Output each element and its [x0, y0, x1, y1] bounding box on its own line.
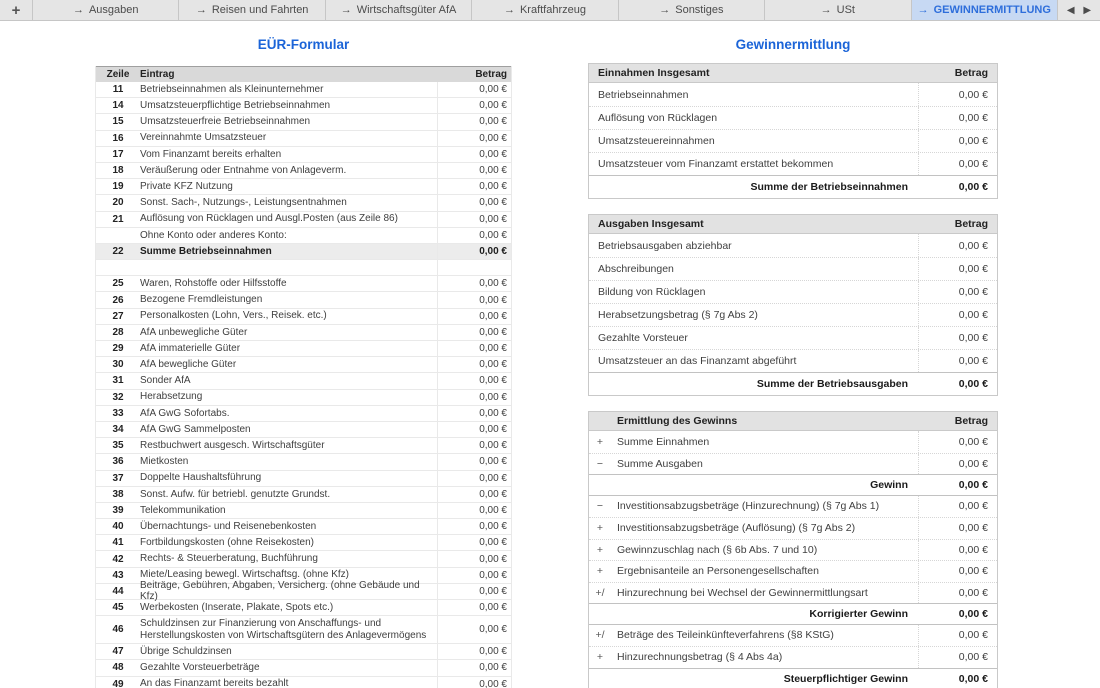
gewinnermittlung-tables	[588, 63, 998, 688]
label-cell[interactable]: Steuerpflichtiger Gewinn	[783, 672, 908, 685]
zeile-cell[interactable]: 48	[112, 662, 124, 674]
betrag-cell[interactable]: 0,00 €	[437, 147, 511, 162]
eintrag-cell[interactable]: Sonst. Aufw. für betriebl. genutzte Grundst.	[140, 488, 331, 500]
sign-cell[interactable]	[589, 669, 611, 688]
value-cell[interactable]: 0,00 €	[918, 130, 997, 152]
betrag-cell[interactable]: 0,00 €	[437, 373, 511, 388]
sign-cell[interactable]: +	[596, 543, 604, 556]
eur-formular-table	[95, 66, 512, 688]
table-row	[96, 147, 511, 163]
zeile-cell[interactable]: 34	[112, 424, 124, 436]
header-betrag-cell[interactable]: Betrag	[954, 415, 988, 427]
betrag-cell[interactable]: 0,00 €	[437, 503, 511, 518]
table-row	[96, 535, 511, 551]
table-row	[96, 503, 511, 519]
value-cell[interactable]: 0,00 €	[918, 496, 997, 518]
table-row	[96, 487, 511, 503]
table-row	[96, 98, 511, 114]
value-cell[interactable]: 0,00 €	[918, 304, 997, 326]
header-title-cell[interactable]: Einnahmen Insgesamt	[598, 67, 710, 79]
eintrag-cell[interactable]: Private KFZ Nutzung	[140, 180, 233, 192]
betrag-cell[interactable]: 0,00 €	[437, 584, 511, 599]
tab-label: Wirtschaftsgüter AfA	[356, 4, 457, 16]
table-row	[96, 179, 511, 195]
table-row	[96, 212, 511, 228]
value-cell[interactable]: 0,00 €	[958, 478, 988, 491]
sheet-tabs	[33, 0, 1058, 20]
add-sheet-button[interactable]	[0, 0, 33, 20]
betrag-cell[interactable]: 0,00 €	[437, 179, 511, 194]
table-row	[96, 114, 511, 130]
eintrag-cell[interactable]: Ohne Konto oder anderes Konto:	[140, 229, 287, 241]
betrag-cell[interactable]: 0,00 €	[437, 568, 511, 583]
eintrag-cell[interactable]: AfA bewegliche Güter	[140, 359, 237, 371]
eur-formular-panel	[95, 36, 512, 688]
value-cell[interactable]: 0,00 €	[958, 181, 988, 193]
table-row	[96, 82, 511, 98]
betrag-cell[interactable]: 0,00 €	[437, 438, 511, 453]
tab-arrow-icon: →	[917, 4, 929, 16]
table-row	[589, 83, 997, 106]
eintrag-cell[interactable]: Vom Finanzamt bereits erhalten	[140, 148, 282, 160]
eintrag-cell[interactable]: Veräußerung oder Entnahme von Anlageverm.	[140, 164, 347, 176]
betrag-cell[interactable]: 0,00 €	[437, 471, 511, 486]
zeile-cell[interactable]: 42	[112, 553, 124, 565]
header-title-cell[interactable]: Ermittlung des Gewinns	[617, 415, 738, 427]
label-cell[interactable]: Umsatzsteuer vom Finanzamt erstattet bekommen	[598, 158, 834, 170]
tab-arrow-icon: →	[340, 4, 352, 16]
eintrag-cell[interactable]: Fortbildungskosten (ohne Reisekosten)	[140, 537, 314, 549]
zeile-cell[interactable]: 32	[112, 391, 124, 403]
value-cell[interactable]: 0,00 €	[918, 647, 997, 668]
label-cell[interactable]: Betriebsausgaben abziehbar	[598, 239, 732, 252]
zeile-cell[interactable]: 47	[112, 646, 124, 658]
betrag-cell[interactable]: 0,00 €	[437, 114, 511, 129]
label-cell[interactable]: Summe Einnahmen	[617, 435, 710, 448]
table-row	[96, 276, 511, 292]
table-row	[589, 280, 997, 303]
table-row	[589, 257, 997, 280]
value-cell[interactable]: 0,00 €	[918, 258, 997, 280]
table-ausgaben-insgesamt	[588, 214, 998, 396]
table-row	[96, 373, 511, 389]
table-row	[589, 175, 997, 198]
tab-label: Ausgaben	[88, 4, 139, 16]
sign-cell[interactable]: +/	[595, 629, 605, 642]
column-header-eintrag[interactable]: Eintrag	[140, 69, 175, 80]
zeile-cell[interactable]: 21	[112, 213, 124, 225]
zeile-cell[interactable]: 46	[112, 624, 124, 636]
eintrag-cell[interactable]: Telekommunikation	[140, 504, 226, 516]
table-row	[96, 471, 511, 487]
plus-icon: +	[11, 1, 21, 19]
sign-cell[interactable]: +	[596, 435, 604, 448]
eintrag-cell[interactable]: Vereinnahmte Umsatzsteuer	[140, 132, 267, 144]
table-row	[589, 582, 997, 604]
zeile-cell[interactable]: 19	[112, 181, 124, 193]
table-row	[589, 431, 997, 453]
tab-arrow-icon: →	[72, 4, 84, 16]
value-cell[interactable]: 0,00 €	[918, 583, 997, 604]
label-cell[interactable]: Hinzurechnung bei Wechsel der Gewinnermittlungsart	[617, 586, 868, 599]
eintrag-cell[interactable]: Sonst. Sach-, Nutzungs-, Leistungsentnahmen	[140, 197, 347, 209]
table-ermittlung-des-gewinns	[588, 411, 998, 688]
eintrag-cell[interactable]: Bezogene Fremdleistungen	[140, 294, 263, 306]
sign-cell[interactable]: −	[596, 457, 604, 470]
zeile-cell[interactable]: 35	[112, 440, 124, 452]
tab-label: Kraftfahrzeug	[519, 4, 586, 16]
eur-table-header	[96, 66, 511, 82]
value-cell[interactable]: 0,00 €	[918, 153, 997, 175]
zeile-cell[interactable]	[96, 260, 140, 275]
value-cell[interactable]: 0,00 €	[918, 281, 997, 303]
table-row	[589, 372, 997, 395]
table-row	[96, 616, 511, 644]
table-row	[96, 244, 511, 260]
eur-formular-title: EÜR-Formular	[257, 37, 350, 52]
column-header-zeile[interactable]: Zeile	[106, 69, 130, 80]
eintrag-cell[interactable]: AfA GwG Sofortabs.	[140, 407, 230, 419]
gewinnermittlung-title: Gewinnermittlung	[735, 37, 851, 52]
eintrag-cell[interactable]: AfA immaterielle Güter	[140, 342, 241, 354]
table-row	[589, 539, 997, 561]
tab-bar	[0, 0, 1100, 21]
header-title-cell[interactable]: Ausgaben Insgesamt	[598, 218, 704, 230]
table-row	[589, 474, 997, 496]
label-cell[interactable]: Summe der Betriebseinnahmen	[750, 181, 908, 193]
zeile-cell[interactable]: 29	[112, 343, 124, 355]
eintrag-cell[interactable]: Umsatzsteuerpflichtige Betriebseinnahmen	[140, 100, 331, 112]
table-row	[96, 341, 511, 357]
sign-cell[interactable]: +	[596, 522, 604, 535]
tab-wirtschaftsg-ter-afa[interactable]	[326, 0, 472, 20]
zeile-cell[interactable]: 37	[112, 472, 124, 484]
eintrag-cell[interactable]: Miete/Leasing bewegl. Wirtschaftsg. (ohne Kfz)	[140, 569, 349, 581]
zeile-cell[interactable]: 15	[112, 116, 124, 128]
betrag-cell[interactable]: 0,00 €	[437, 422, 511, 437]
betrag-cell[interactable]: 0,00 €	[437, 487, 511, 502]
column-header-betrag[interactable]: Betrag	[475, 69, 507, 80]
table-row	[96, 390, 511, 406]
eintrag-cell[interactable]: Werbekosten (Inserate, Plakate, Spots etc.)	[140, 601, 334, 613]
betrag-cell[interactable]: 0,00 €	[437, 406, 511, 421]
eintrag-cell[interactable]: Beiträge, Gebühren, Abgaben, Versicherg. (ohne Gebäude und Kfz)	[140, 579, 420, 603]
eintrag-cell[interactable]: AfA unbewegliche Güter	[140, 326, 248, 338]
header-betrag-cell[interactable]: Betrag	[954, 218, 988, 230]
zeile-cell[interactable]: 18	[112, 165, 124, 177]
eintrag-cell[interactable]: Summe Betriebseinnahmen	[140, 245, 272, 257]
label-cell[interactable]: Betriebseinnahmen	[598, 88, 689, 101]
table-row	[589, 560, 997, 582]
betrag-cell[interactable]: 0,00 €	[437, 519, 511, 534]
table-row	[96, 406, 511, 422]
table-row	[589, 603, 997, 625]
table-row	[96, 195, 511, 211]
tab-ust[interactable]	[765, 0, 911, 20]
betrag-cell[interactable]: 0,00 €	[437, 616, 511, 643]
zeile-cell[interactable]: 14	[112, 100, 124, 112]
label-cell[interactable]: Gezahlte Vorsteuer	[598, 332, 688, 344]
table-row	[96, 438, 511, 454]
sign-cell[interactable]	[589, 604, 611, 624]
betrag-cell[interactable]: 0,00 €	[437, 98, 511, 113]
label-cell[interactable]: Summe Ausgaben	[617, 457, 703, 470]
zeile-cell[interactable]: 31	[112, 375, 124, 387]
betrag-cell[interactable]: 0,00 €	[437, 292, 511, 307]
table-row	[96, 422, 511, 438]
zeile-cell[interactable]: 26	[112, 294, 124, 306]
betrag-cell[interactable]: 0,00 €	[437, 195, 511, 210]
value-cell[interactable]: 0,00 €	[918, 454, 997, 475]
value-cell[interactable]: 0,00 €	[958, 378, 988, 390]
label-cell[interactable]: Umsatzsteuereinnahmen	[598, 135, 715, 147]
betrag-cell[interactable]: 0,00 €	[437, 131, 511, 146]
label-cell[interactable]: Beträge des Teileinkünfteverfahrens (§8 KStG)	[617, 629, 834, 642]
betrag-cell[interactable]: 0,00 €	[437, 228, 511, 243]
betrag-cell[interactable]: 0,00 €	[437, 677, 511, 688]
betrag-cell[interactable]: 0,00 €	[437, 600, 511, 615]
eintrag-cell[interactable]: Übrige Schuldzinsen	[140, 646, 232, 658]
eintrag-cell[interactable]: Betriebseinnahmen als Kleinunternehmer	[140, 83, 324, 95]
zeile-cell[interactable]: 25	[112, 278, 124, 290]
table-row	[96, 309, 511, 325]
table-row	[589, 496, 997, 518]
label-cell[interactable]: Gewinnzuschlag nach (§ 6b Abs. 7 und 10)	[617, 543, 818, 556]
betrag-cell[interactable]: 0,00 €	[437, 551, 511, 566]
table-row	[96, 644, 511, 660]
eintrag-cell[interactable]: Waren, Rohstoffe oder Hilfsstoffe	[140, 278, 287, 290]
table-row	[589, 106, 997, 129]
tab-kraftfahrzeug[interactable]	[472, 0, 618, 20]
betrag-cell[interactable]: 0,00 €	[437, 390, 511, 405]
value-cell[interactable]: 0,00 €	[918, 561, 997, 582]
eintrag-cell[interactable]: Doppelte Haushaltsführung	[140, 472, 262, 484]
label-cell[interactable]: Korrigierter Gewinn	[809, 607, 908, 620]
tab-arrow-icon: →	[820, 4, 832, 16]
eintrag-cell[interactable]: Herabsetzung	[140, 391, 203, 403]
tab-label: Reisen und Fahrten	[211, 4, 309, 16]
eintrag-cell[interactable]: Rechts- & Steuerberatung, Buchführung	[140, 553, 318, 565]
zeile-cell[interactable]: 38	[112, 488, 124, 500]
zeile-cell[interactable]: 16	[112, 132, 124, 144]
betrag-cell[interactable]: 0,00 €	[437, 660, 511, 675]
tab-reisen-und-fahrten[interactable]	[179, 0, 325, 20]
table-row	[96, 228, 511, 244]
eintrag-cell[interactable]: An das Finanzamt bereits bezahlt	[140, 678, 289, 688]
value-cell[interactable]: 0,00 €	[918, 350, 997, 372]
table-row	[96, 677, 511, 688]
sign-cell[interactable]: +/	[595, 586, 605, 599]
zeile-cell[interactable]: 27	[112, 310, 124, 322]
zeile-cell[interactable]: 22	[112, 245, 124, 257]
table-row	[589, 625, 997, 647]
zeile-cell[interactable]: 33	[112, 407, 124, 419]
table-row	[589, 517, 997, 539]
eintrag-cell[interactable]: Auflösung von Rücklagen und Ausgl.Posten (aus Zeile 86)	[140, 213, 398, 225]
table-row	[96, 163, 511, 179]
label-cell[interactable]: Herabsetzungsbetrag (§ 7g Abs 2)	[598, 309, 758, 321]
sign-cell[interactable]	[589, 475, 611, 495]
zeile-cell[interactable]: 44	[112, 585, 124, 597]
betrag-cell[interactable]: 0,00 €	[437, 535, 511, 550]
sign-cell[interactable]: +	[596, 565, 604, 578]
value-cell[interactable]: 0,00 €	[918, 234, 997, 257]
betrag-cell[interactable]: 0,00 €	[437, 82, 511, 97]
zeile-cell[interactable]: 41	[112, 537, 124, 549]
betrag-cell[interactable]: 0,00 €	[437, 163, 511, 178]
table-row	[589, 129, 997, 152]
table-row	[96, 131, 511, 147]
eintrag-cell[interactable]: Restbuchwert ausgesch. Wirtschaftsgüter	[140, 439, 325, 451]
eintrag-cell[interactable]: Übernachtungs- und Reisenebenkosten	[140, 520, 317, 532]
sign-cell[interactable]: −	[596, 500, 604, 513]
label-cell[interactable]: Umsatzsteuer an das Finanzamt abgeführt	[598, 355, 797, 367]
gewinnermittlung-panel	[588, 36, 998, 688]
table-row	[96, 579, 511, 603]
value-cell[interactable]: 0,00 €	[958, 607, 988, 620]
table-row	[589, 349, 997, 372]
table-einnahmen-insgesamt	[588, 63, 998, 199]
tab-arrow-icon: →	[659, 4, 671, 16]
value-cell[interactable]: 0,00 €	[918, 83, 997, 106]
table-row	[589, 234, 997, 257]
zeile-cell[interactable]: 40	[112, 521, 124, 533]
table-row	[589, 646, 997, 668]
eur-table-body	[96, 82, 511, 688]
label-cell[interactable]: Summe der Betriebsausgaben	[756, 378, 908, 390]
betrag-cell[interactable]	[437, 260, 511, 275]
zeile-cell[interactable]: 30	[112, 359, 124, 371]
table-row	[96, 325, 511, 341]
label-cell[interactable]: Investitionsabzugsbeträge (Auflösung) (§ 7g Abs 2)	[617, 522, 856, 535]
nav-back-icon[interactable]: ◀	[1066, 4, 1075, 16]
label-cell[interactable]: Gewinn	[870, 478, 908, 491]
zeile-cell[interactable]: 28	[112, 326, 124, 338]
label-cell[interactable]: Hinzurechnungsbetrag (§ 4 Abs 4a)	[617, 651, 783, 664]
betrag-cell[interactable]: 0,00 €	[437, 357, 511, 372]
value-cell[interactable]: 0,00 €	[918, 625, 997, 647]
betrag-cell[interactable]: 0,00 €	[437, 212, 511, 227]
tab-gewinnermittlung[interactable]	[912, 0, 1058, 20]
eintrag-cell[interactable]: AfA GwG Sammelposten	[140, 423, 251, 435]
tab-label: USt	[836, 4, 855, 16]
value-cell[interactable]: 0,00 €	[918, 327, 997, 349]
zeile-cell[interactable]: 36	[112, 456, 124, 468]
betrag-cell[interactable]: 0,00 €	[437, 454, 511, 469]
zeile-cell[interactable]: 39	[112, 504, 124, 516]
table-row	[589, 668, 997, 688]
zeile-cell[interactable]: 43	[112, 569, 124, 581]
table-row	[96, 551, 511, 567]
table-row	[96, 660, 511, 676]
tab-ausgaben[interactable]	[33, 0, 179, 20]
table-row	[96, 292, 511, 308]
table-row	[589, 152, 997, 175]
table-row	[96, 357, 511, 373]
label-cell[interactable]: Ergebnisanteile an Personengesellschaften	[617, 565, 819, 578]
eintrag-cell[interactable]: Mietkosten	[140, 456, 189, 468]
label-cell[interactable]: Bildung von Rücklagen	[598, 286, 706, 298]
table-header	[589, 215, 997, 234]
table-row	[96, 519, 511, 535]
value-cell[interactable]: 0,00 €	[918, 540, 997, 561]
tab-label: GEWINNERMITTLUNG	[933, 4, 1051, 16]
label-cell[interactable]: Investitionsabzugsbeträge (Hinzurechnung) (§ 7g Abs 1)	[617, 500, 880, 513]
label-cell[interactable]: Auflösung von Rücklagen	[598, 112, 718, 124]
eintrag-cell[interactable]: Sonder AfA	[140, 375, 191, 387]
zeile-cell[interactable]: 45	[112, 602, 124, 614]
tab-arrow-icon: →	[503, 4, 515, 16]
tab-label: Sonstiges	[675, 4, 724, 16]
value-cell[interactable]: 0,00 €	[918, 431, 997, 453]
zeile-cell[interactable]: 11	[112, 84, 124, 96]
value-cell[interactable]: 0,00 €	[918, 518, 997, 539]
tab-arrow-icon: →	[195, 4, 207, 16]
betrag-cell[interactable]: 0,00 €	[437, 244, 511, 259]
value-cell[interactable]: 0,00 €	[958, 672, 988, 685]
table-row	[589, 326, 997, 349]
table-header	[589, 64, 997, 83]
table-row	[589, 453, 997, 475]
tab-nav	[1058, 0, 1100, 20]
table-row	[96, 454, 511, 470]
header-betrag-cell[interactable]: Betrag	[954, 67, 988, 79]
eintrag-cell[interactable]: Umsatzsteuerfreie Betriebseinnahmen	[140, 116, 311, 128]
value-cell[interactable]: 0,00 €	[918, 107, 997, 129]
eintrag-cell[interactable]: Gezahlte Vorsteuerbeträge	[140, 662, 260, 674]
sheet-canvas	[0, 21, 1100, 687]
zeile-cell[interactable]	[96, 228, 140, 243]
table-row	[96, 600, 511, 616]
zeile-cell[interactable]: 17	[112, 148, 124, 160]
table-header	[589, 412, 997, 431]
nav-forward-icon[interactable]: ▶	[1083, 4, 1092, 16]
betrag-cell[interactable]: 0,00 €	[437, 341, 511, 356]
eintrag-cell[interactable]: Personalkosten (Lohn, Vers., Reisek. etc.)	[140, 310, 327, 322]
eintrag-cell[interactable]: Schuldzinsen zur Finanzierung von Anschaffungs- und Herstellungskosten von Wirtschaftsgütern des Anlagevermögens	[140, 618, 427, 641]
betrag-cell[interactable]: 0,00 €	[437, 325, 511, 340]
eintrag-cell[interactable]	[140, 260, 437, 275]
table-row	[589, 303, 997, 326]
betrag-cell[interactable]: 0,00 €	[437, 276, 511, 291]
table-row	[96, 260, 511, 276]
betrag-cell[interactable]: 0,00 €	[437, 309, 511, 324]
label-cell[interactable]: Abschreibungen	[598, 263, 674, 275]
sign-cell[interactable]: +	[596, 651, 604, 664]
zeile-cell[interactable]: 49	[112, 678, 124, 688]
tab-sonstiges[interactable]	[619, 0, 765, 20]
betrag-cell[interactable]: 0,00 €	[437, 644, 511, 659]
zeile-cell[interactable]: 20	[112, 197, 124, 209]
